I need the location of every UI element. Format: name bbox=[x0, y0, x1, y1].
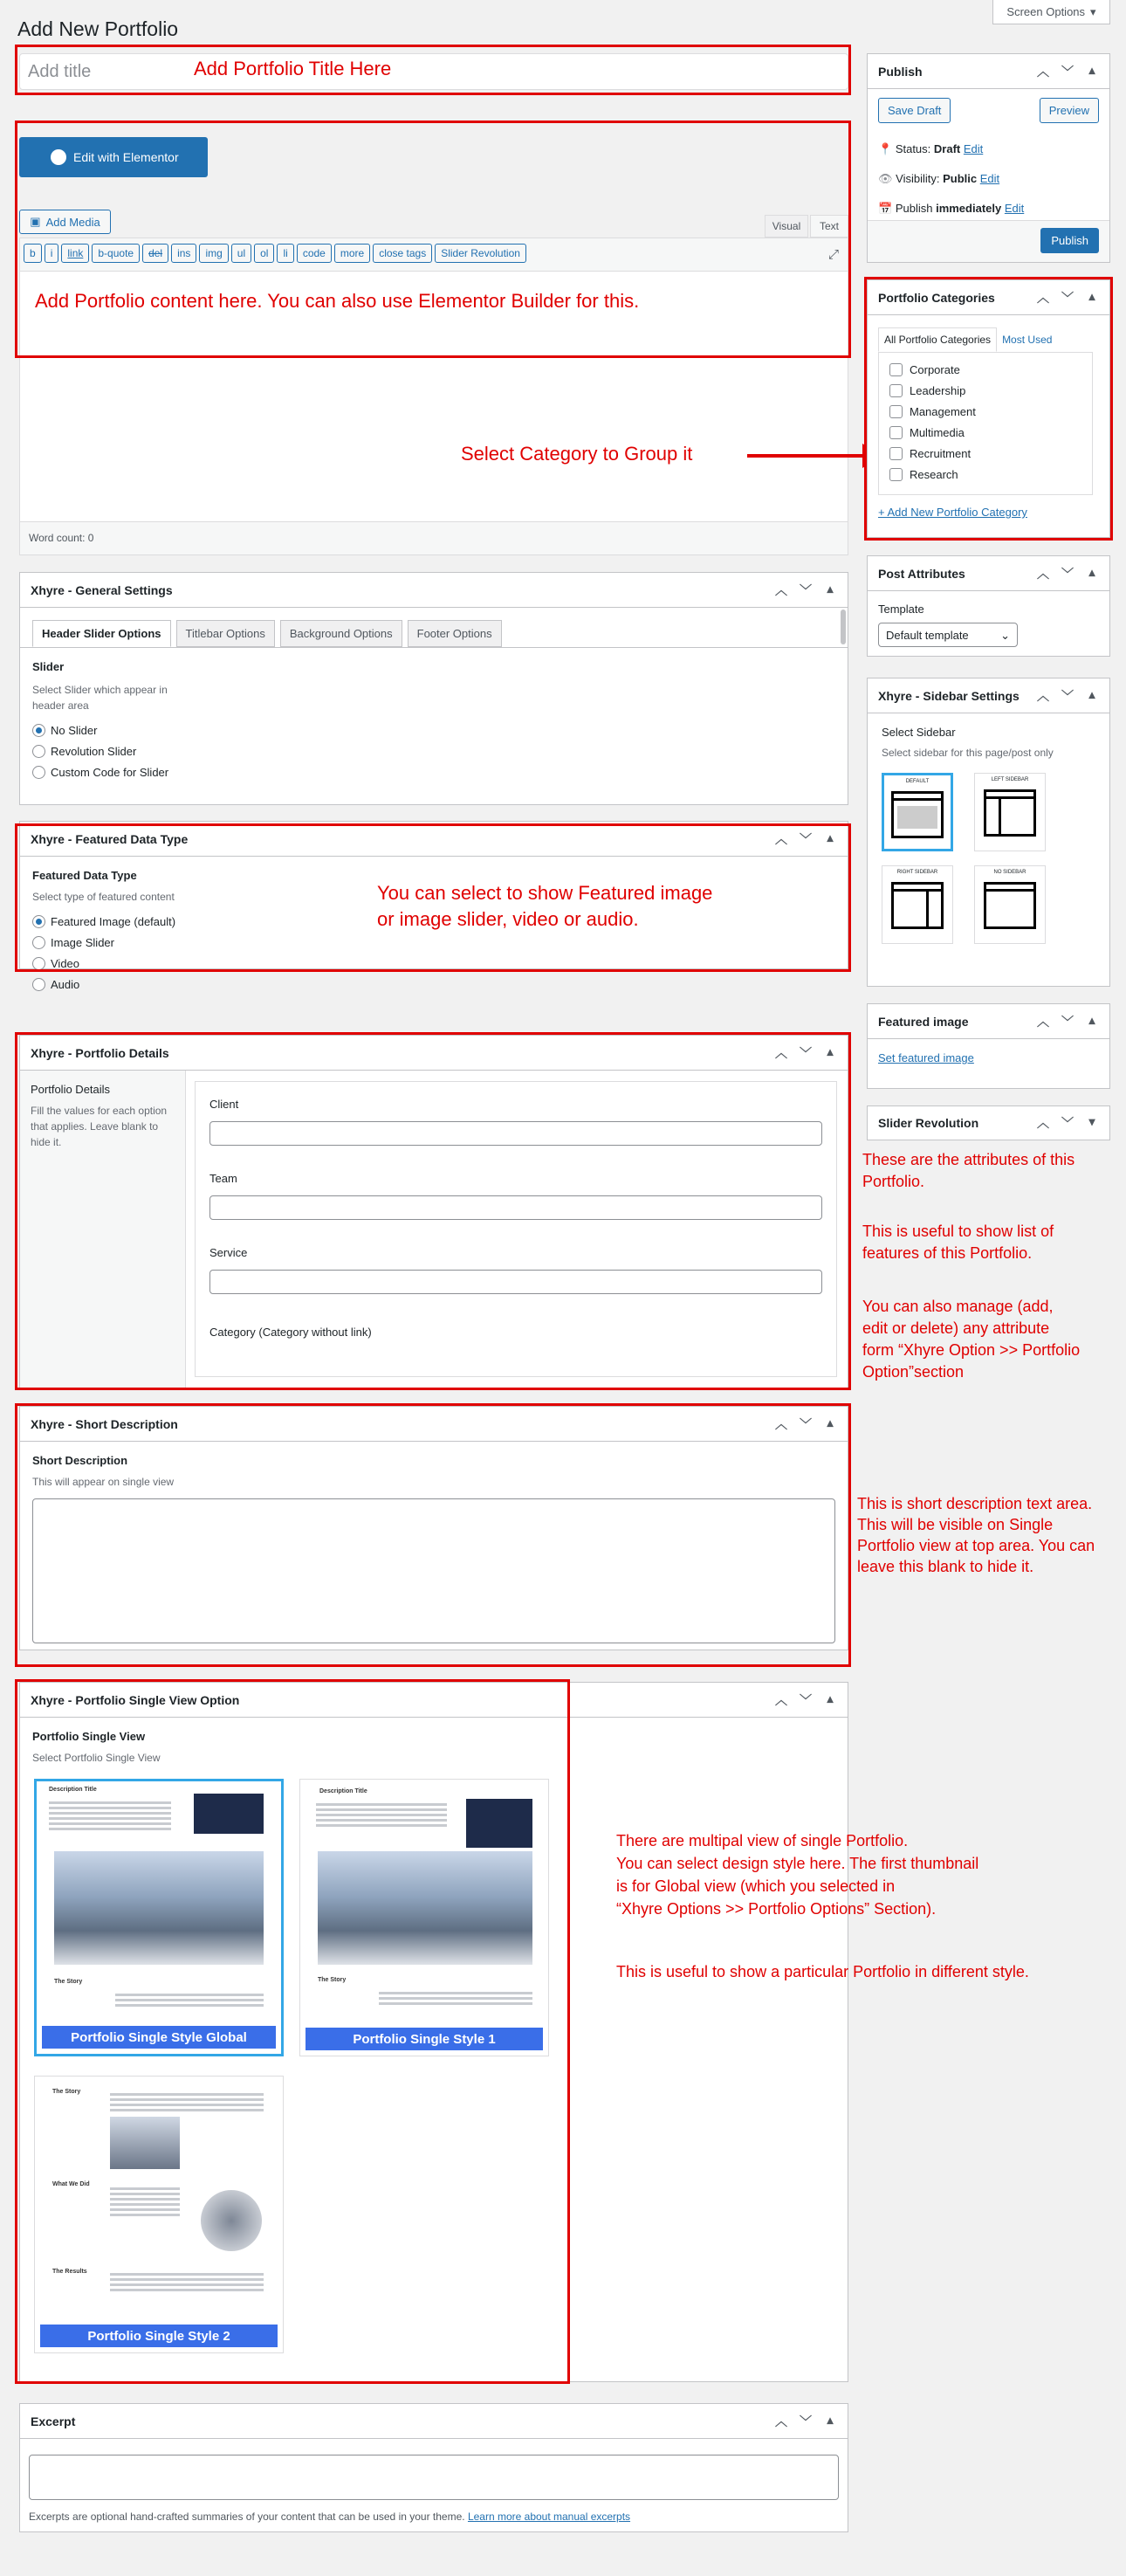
thumb-title: Description Title bbox=[49, 1787, 97, 1793]
thumb-whatwedid: What We Did bbox=[52, 2181, 90, 2187]
add-category-link[interactable]: + Add New Portfolio Category bbox=[878, 506, 1027, 519]
chevron-up-icon[interactable]: ︿ bbox=[775, 1692, 787, 1707]
caret-down-icon: ▾ bbox=[1090, 4, 1096, 18]
single-view-title: Xhyre - Portfolio Single View Option bbox=[31, 1692, 240, 1707]
sidebar-option-label: DEFAULT bbox=[905, 779, 930, 784]
chevron-up-icon[interactable]: ︿ bbox=[1037, 1116, 1049, 1130]
category-label: Multimedia bbox=[910, 426, 965, 439]
calendar-icon: 📅 bbox=[878, 202, 893, 215]
details-title: Xhyre - Portfolio Details bbox=[31, 1045, 169, 1060]
general-settings-title: Xhyre - General Settings bbox=[31, 582, 173, 597]
status-edit-link[interactable]: Edit bbox=[963, 142, 984, 155]
note-line: This is useful to show list of bbox=[862, 1223, 1054, 1240]
caret-down-icon: ⌄ bbox=[1000, 629, 1010, 642]
attributes-panel bbox=[867, 555, 1110, 657]
quicktag-more[interactable]: more bbox=[334, 244, 370, 263]
annotation-attributes-2 bbox=[862, 1221, 1054, 1264]
toggle-icon[interactable]: ▴ bbox=[1088, 62, 1095, 77]
status-label: Status: bbox=[895, 142, 931, 155]
chevron-up-icon[interactable]: ︿ bbox=[775, 1045, 787, 1060]
thumb-label: Portfolio Single Style 1 bbox=[306, 2028, 543, 2050]
tab-header-slider[interactable]: Header Slider Options bbox=[32, 620, 171, 647]
quicktag-i[interactable]: i bbox=[45, 244, 59, 263]
template-select[interactable] bbox=[878, 623, 1018, 647]
excerpt-desc: Excerpts are optional hand-crafted summaries of your content that can be used in your theme. bbox=[29, 2511, 465, 2523]
category-label: Research bbox=[910, 468, 958, 481]
chevron-up-icon[interactable]: ︿ bbox=[1037, 64, 1049, 79]
excerpt-learn-more-link[interactable]: Learn more about manual excerpts bbox=[467, 2511, 631, 2523]
visibility-value: Public bbox=[943, 172, 978, 185]
toggle-icon[interactable]: ▴ bbox=[1088, 1012, 1095, 1027]
short-desc-label: Short Description bbox=[32, 1454, 128, 1467]
tab-background[interactable]: Background Options bbox=[280, 620, 402, 647]
quicktag-img[interactable]: img bbox=[199, 244, 228, 263]
note-line: There are multipal view of single Portfolio. bbox=[616, 1832, 909, 1849]
schedule-edit-link[interactable]: Edit bbox=[1004, 202, 1025, 215]
field-client-label: Client bbox=[209, 1098, 239, 1111]
fullscreen-icon[interactable]: ⤢ bbox=[827, 247, 839, 262]
scrollbar[interactable] bbox=[841, 610, 846, 644]
chevron-down-icon[interactable]: ﹀ bbox=[800, 1692, 812, 1707]
radio-no-slider[interactable] bbox=[32, 724, 835, 737]
note-line: Portfolio. bbox=[862, 1173, 925, 1190]
single-view-desc: Select Portfolio Single View bbox=[32, 1752, 161, 1764]
publish-label: Publish bbox=[895, 202, 933, 215]
slider-label: Slider bbox=[32, 660, 65, 673]
tab-visual[interactable]: Visual bbox=[765, 215, 808, 238]
media-icon: ▣ bbox=[30, 215, 41, 228]
featured-type-title: Xhyre - Featured Data Type bbox=[31, 831, 189, 846]
radio-custom-slider[interactable] bbox=[32, 766, 835, 779]
excerpt-panel bbox=[19, 2403, 848, 2532]
radio-label: Video bbox=[51, 957, 80, 970]
chevron-up-icon[interactable]: ︿ bbox=[775, 1416, 787, 1431]
category-label: Management bbox=[910, 405, 976, 418]
note-line: or image slider, video or audio. bbox=[377, 908, 639, 930]
sidebar-desc: Select sidebar for this page/post only bbox=[882, 747, 1054, 759]
chevron-down-icon[interactable]: ﹀ bbox=[800, 1416, 812, 1431]
note-line: Portfolio view at top area. You can bbox=[857, 1537, 1095, 1554]
chevron-down-icon[interactable]: ﹀ bbox=[800, 1045, 812, 1060]
schedule-row bbox=[878, 194, 1024, 224]
annotation-single-2: This is useful to show a particular Portfolio in different style. bbox=[616, 1963, 1029, 1980]
note-line: You can select to show Featured image bbox=[377, 882, 713, 904]
tab-footer[interactable]: Footer Options bbox=[408, 620, 502, 647]
tab-titlebar[interactable]: Titlebar Options bbox=[176, 620, 275, 647]
chevron-down-icon[interactable]: ﹀ bbox=[1061, 688, 1074, 703]
chevron-down-icon[interactable]: ﹀ bbox=[800, 831, 812, 846]
radio-label: Revolution Slider bbox=[51, 745, 137, 758]
chevron-up-icon[interactable]: ︿ bbox=[1037, 688, 1049, 703]
chevron-down-icon[interactable]: ﹀ bbox=[800, 2414, 812, 2428]
note-line: These are the attributes of this bbox=[862, 1151, 1075, 1168]
toggle-icon[interactable]: ▴ bbox=[827, 830, 834, 844]
arrow-category bbox=[747, 454, 869, 458]
excerpt-title: Excerpt bbox=[31, 2414, 76, 2428]
chevron-down-icon[interactable]: ﹀ bbox=[1061, 64, 1074, 79]
status-value: Draft bbox=[933, 142, 961, 155]
short-desc-desc: This will appear on single view bbox=[32, 1476, 175, 1488]
publish-value: immediately bbox=[936, 202, 1002, 215]
sidebar-option-label: RIGHT SIDEBAR bbox=[896, 870, 938, 875]
chevron-up-icon[interactable]: ︿ bbox=[1037, 566, 1049, 581]
categories-title: Portfolio Categories bbox=[878, 290, 995, 305]
title-input-placeholder: Add title bbox=[28, 62, 92, 81]
quicktag-ins[interactable]: ins bbox=[171, 244, 196, 263]
eye-icon: 👁 bbox=[878, 172, 893, 185]
annotation-attributes-1 bbox=[862, 1149, 1075, 1193]
annotation-box-short bbox=[15, 1403, 851, 1667]
chevron-up-icon[interactable]: ︿ bbox=[775, 831, 787, 846]
tab-text[interactable]: Text bbox=[810, 215, 848, 238]
toggle-icon[interactable]: ▴ bbox=[1088, 564, 1095, 579]
thumb-story: The Story bbox=[318, 1977, 347, 1983]
chevron-down-icon[interactable]: ﹀ bbox=[800, 582, 812, 597]
thumb-story: The Story bbox=[54, 1979, 83, 1985]
visibility-label: Visibility: bbox=[896, 172, 940, 185]
chevron-up-icon[interactable]: ︿ bbox=[775, 582, 787, 597]
featured-image-panel bbox=[867, 1003, 1110, 1089]
field-service-label: Service bbox=[209, 1246, 248, 1259]
note-line: This will be visible on Single bbox=[857, 1516, 1054, 1533]
tab-all-categories[interactable]: All Portfolio Categories bbox=[878, 327, 997, 352]
category-label: Corporate bbox=[910, 363, 960, 376]
chevron-down-icon[interactable]: ﹀ bbox=[1061, 566, 1074, 581]
excerpt-textarea[interactable] bbox=[29, 2455, 839, 2500]
slider-revolution-title: Slider Revolution bbox=[878, 1116, 979, 1130]
screen-options-button[interactable] bbox=[992, 0, 1110, 24]
status-row bbox=[878, 134, 1024, 164]
quicktag-slider-revolution[interactable]: Slider Revolution bbox=[435, 244, 526, 263]
sidebar-option-label: LEFT SIDEBAR bbox=[991, 777, 1029, 782]
category-label: Recruitment bbox=[910, 447, 972, 460]
chevron-down-icon[interactable]: ﹀ bbox=[1061, 290, 1074, 305]
radio-label: Custom Code for Slider bbox=[51, 766, 169, 779]
save-draft-button[interactable]: Save Draft bbox=[878, 98, 951, 123]
quicktag-code[interactable]: code bbox=[297, 244, 332, 263]
slider-revolution-panel bbox=[867, 1105, 1110, 1140]
sidebar-option-label: NO SIDEBAR bbox=[993, 870, 1026, 875]
annotation-box-content bbox=[15, 121, 851, 358]
note-line: You can also manage (add, bbox=[862, 1298, 1054, 1315]
attributes-title: Post Attributes bbox=[878, 566, 965, 581]
quicktag-link[interactable]: link bbox=[61, 244, 89, 263]
toggle-icon[interactable]: ▴ bbox=[827, 581, 834, 596]
sidebar-settings-panel bbox=[867, 678, 1110, 987]
single-view-label: Portfolio Single View bbox=[32, 1730, 146, 1743]
radio-label: Audio bbox=[51, 978, 80, 991]
toggle-icon[interactable]: ▴ bbox=[827, 1043, 834, 1058]
annotation-box-details bbox=[15, 1032, 851, 1390]
note-line: “Xhyre Options >> Portfolio Options” Section). bbox=[616, 1900, 937, 1918]
note-line: form “Xhyre Option >> Portfolio bbox=[862, 1341, 1081, 1359]
chevron-down-icon[interactable]: ﹀ bbox=[1061, 1014, 1074, 1029]
toggle-icon[interactable]: ▴ bbox=[827, 1691, 834, 1705]
visibility-row bbox=[878, 164, 1024, 194]
add-media-label: Add Media bbox=[45, 215, 100, 229]
radio-label: No Slider bbox=[51, 724, 98, 737]
note-line: leave this blank to hide it. bbox=[857, 1558, 1034, 1575]
quicktag-ul[interactable]: ul bbox=[231, 244, 251, 263]
general-settings-panel bbox=[19, 572, 848, 805]
template-label: Template bbox=[878, 603, 924, 616]
publish-title: Publish bbox=[878, 64, 923, 79]
radio-label: Featured Image (default) bbox=[51, 915, 176, 928]
slider-desc: Select Slider which appear in header area bbox=[32, 684, 168, 712]
field-category-label: Category (Category without link) bbox=[209, 1326, 372, 1339]
word-count: Word count: 0 bbox=[20, 521, 848, 554]
radio-label: Image Slider bbox=[51, 936, 114, 949]
annotation-short bbox=[857, 1493, 1095, 1577]
annotation-content: Add Portfolio content here. You can also use Elementor Builder for this. bbox=[35, 290, 640, 312]
thumb-label: Portfolio Single Style Global bbox=[42, 2026, 276, 2049]
annotation-box-single bbox=[15, 1679, 570, 2384]
quicktag-li[interactable]: li bbox=[277, 244, 293, 263]
screen-options-label: Screen Options bbox=[1006, 5, 1086, 18]
annotation-attributes-3 bbox=[862, 1296, 1080, 1383]
chevron-down-icon[interactable]: ﹀ bbox=[1061, 1116, 1074, 1130]
sidebar-option-default[interactable] bbox=[882, 773, 953, 851]
sidebar-label: Select Sidebar bbox=[882, 726, 956, 739]
chevron-up-icon[interactable]: ︿ bbox=[775, 2414, 787, 2428]
featured-type-label: Featured Data Type bbox=[32, 869, 137, 882]
toggle-icon[interactable]: ▾ bbox=[1088, 1114, 1095, 1128]
chevron-up-icon[interactable]: ︿ bbox=[1037, 1014, 1049, 1029]
annotation-featured bbox=[377, 880, 712, 933]
note-line: Option”section bbox=[862, 1363, 965, 1381]
toggle-icon[interactable]: ▴ bbox=[1088, 288, 1095, 303]
quicktag-del[interactable]: del bbox=[142, 244, 168, 263]
details-side-label: Portfolio Details bbox=[31, 1083, 111, 1096]
details-side-desc: Fill the values for each option that applies. Leave blank to hide it. bbox=[31, 1105, 168, 1148]
toggle-icon[interactable]: ▴ bbox=[827, 1415, 834, 1429]
note-line: You can select design style here. The first thumbnail bbox=[616, 1855, 979, 1872]
featured-image-title: Featured image bbox=[878, 1014, 969, 1029]
note-line: features of this Portfolio. bbox=[862, 1244, 1033, 1262]
annotation-category: Select Category to Group it bbox=[461, 443, 693, 465]
sidebar-option-left[interactable] bbox=[974, 773, 1046, 851]
sidebar-option-none[interactable] bbox=[974, 865, 1046, 944]
radio-audio[interactable] bbox=[32, 978, 835, 991]
set-featured-image-link[interactable]: Set featured image bbox=[878, 1051, 974, 1064]
radio-revolution-slider[interactable] bbox=[32, 745, 835, 758]
featured-type-desc: Select type of featured content bbox=[32, 891, 175, 903]
quicktag-ol[interactable]: ol bbox=[254, 244, 274, 263]
publish-button[interactable]: Publish bbox=[1040, 228, 1099, 253]
thumb-story: The Story bbox=[52, 2089, 81, 2095]
page-title: Add New Portfolio bbox=[17, 17, 179, 40]
chevron-up-icon[interactable]: ︿ bbox=[1037, 290, 1049, 305]
toggle-icon[interactable]: ▴ bbox=[827, 2412, 834, 2427]
sidebar-settings-title: Xhyre - Sidebar Settings bbox=[878, 688, 1020, 703]
short-desc-title: Xhyre - Short Description bbox=[31, 1416, 178, 1431]
toggle-icon[interactable]: ▴ bbox=[1088, 686, 1095, 701]
visibility-edit-link[interactable]: Edit bbox=[979, 172, 1000, 185]
category-label: Leadership bbox=[910, 384, 966, 397]
thumb-results: The Results bbox=[52, 2269, 87, 2275]
thumb-title: Description Title bbox=[319, 1788, 367, 1794]
annotation-single-1 bbox=[616, 1829, 978, 1920]
note-line: This is short description text area. bbox=[857, 1495, 1093, 1512]
note-line: edit or delete) any attribute bbox=[862, 1319, 1050, 1337]
note-line: is for Global view (which you selected in bbox=[616, 1877, 896, 1895]
quicktag-b[interactable]: b bbox=[24, 244, 42, 263]
sidebar-option-right[interactable] bbox=[882, 865, 953, 944]
tab-most-used[interactable]: Most Used bbox=[1002, 334, 1053, 346]
status-icon: 📍 bbox=[878, 142, 893, 155]
publish-panel bbox=[867, 53, 1110, 263]
field-team-label: Team bbox=[209, 1172, 237, 1185]
annotation-title: Add Portfolio Title Here bbox=[194, 58, 392, 79]
quicktag-close-tags[interactable]: close tags bbox=[373, 244, 432, 263]
quicktag-b-quote[interactable]: b-quote bbox=[92, 244, 140, 263]
annotation-box-categories bbox=[864, 277, 1113, 541]
annotation-box-title bbox=[15, 45, 851, 95]
elementor-button-label: Edit with Elementor bbox=[73, 150, 179, 164]
preview-button[interactable]: Preview bbox=[1040, 98, 1099, 123]
template-value: Default template bbox=[886, 629, 969, 642]
thumb-label: Portfolio Single Style 2 bbox=[40, 2325, 278, 2347]
